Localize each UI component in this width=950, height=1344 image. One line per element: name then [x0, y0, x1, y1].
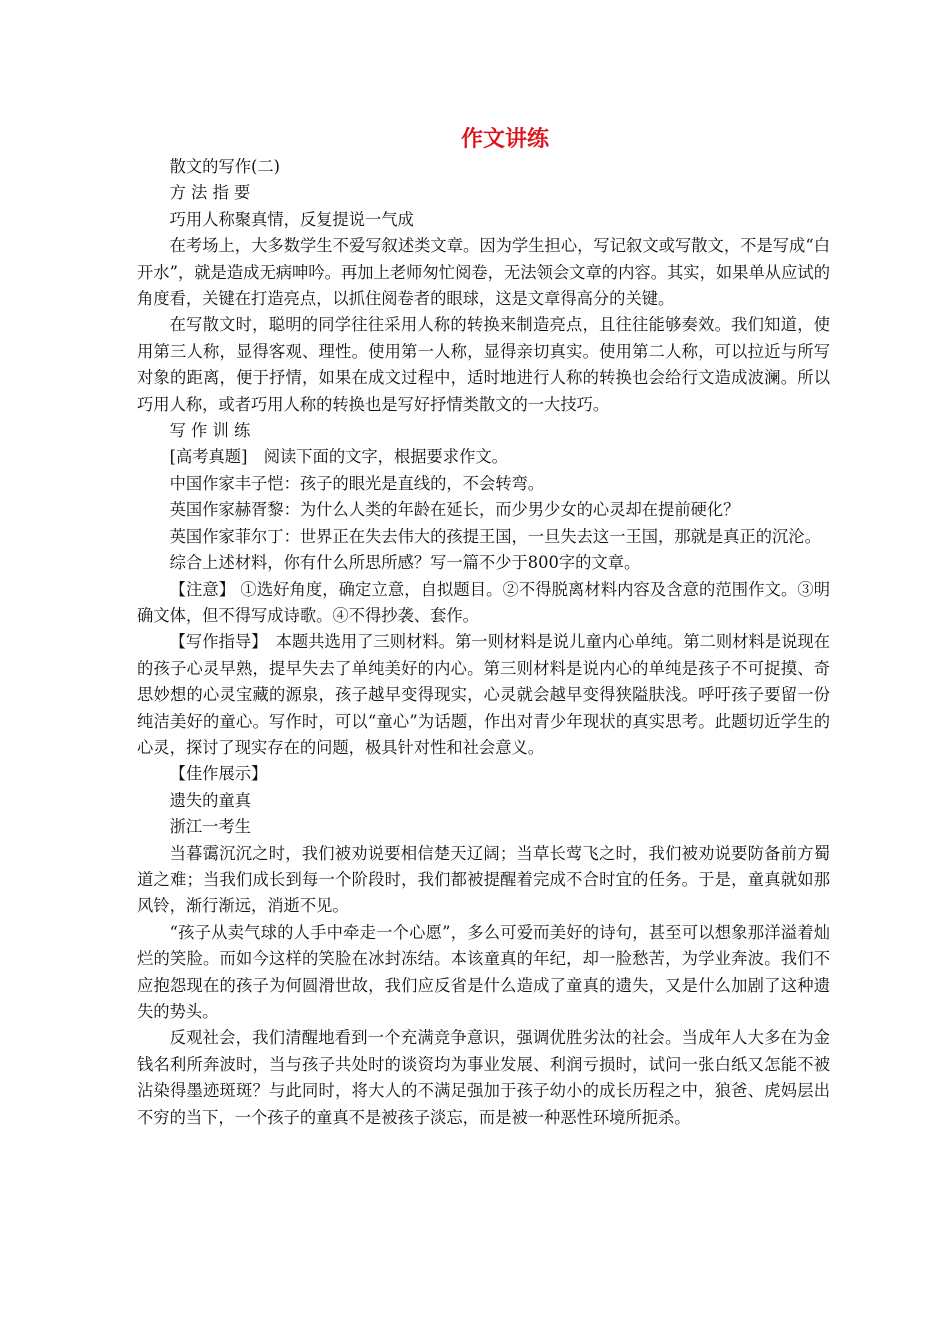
essay-title: 遗失的童真: [169, 790, 252, 810]
paragraph: 在考场上，大多数学生不爱写叙述类文章。因为学生担心，写记叙文或写散文，不是写成“白开水”，就是造成无病呻吟。再加上老师匆忙阅卷，无法领会文章的内容。其实，如果单从应试的角度看，关键在打造亮点，以抓住阅卷者的眼球，这是文章得高分的关键。: [137, 236, 830, 309]
page-title: 作文讲练: [460, 127, 549, 152]
subtitle: 散文的写作(二): [169, 157, 280, 176]
quote: 中国作家丰子恺：孩子的眼光是直线的，不会转弯。: [169, 473, 545, 493]
quote: 英国作家菲尔丁：世界正在失去伟大的孩提王国，一旦失去这一王国，那就是真正的沉沦。: [169, 526, 821, 546]
note: 【注意】 ①选好角度，确定立意，自拟题目。②不得脱离材料内容及含意的范围作文。③明确文体，但不得写成诗歌。④不得抄袭、套作。: [137, 579, 830, 625]
section-heading-training: 写 作 训 练: [169, 421, 251, 441]
paragraph: 反观社会，我们清醒地看到一个充满竞争意识，强调优胜劣汰的社会。当成年人大多在为金钱名利所奔波时，当与孩子共处时的谈资均为事业发展、利润亏损时，试问一张白纸又怎能不被沾染得墨迹斑斑？与此同时，将大人的不满足强加于孩子幼小的成长历程之中，狼爸、虎妈层出不穷的当下，一个孩子的童真不是被孩子淡忘，而是被一种恶性环境所扼杀。: [137, 1028, 830, 1127]
task: 综合上述材料，你有什么所思所感？写一篇不少于800字的文章。: [169, 553, 641, 573]
showcase-heading: 【佳作展示】: [169, 764, 268, 784]
document-body: [137, 154, 830, 1131]
exam-prompt: [高考真题] 阅读下面的文字，根据要求作文。: [169, 447, 508, 467]
paragraph: “孩子从卖气球的人手中牵走一个心愿”，多么可爱而美好的诗句，甚至可以想象那洋溢着灿烂的笑脸。而如今这样的笑脸在冰封冻结。本该童真的年纪，却一脸愁苦，为学业奔波。我们不应抱怨现在的孩子为何圆滑世故，我们应反省是什么造成了童真的遗失，又是什么加剧了这种遗失的势头。: [137, 922, 830, 1021]
method-heading: 巧用人称聚真情，反复提说一气成: [169, 209, 414, 229]
writing-guide: 【写作指导】 本题共选用了三则材料。第一则材料是说儿童内心单纯。第二则材料是说现在的孩子心灵早熟，提早失去了单纯美好的内心。第三则材料是说内心的单纯是孩子不可捉摸、奇思妙想的心灵宝藏的源泉，孩子越早变得现实，心灵就会越早变得狭隘肤浅。呼吁孩子要留一份纯洁美好的童心。写作时，可以“童心”为话题，作出对青少年现状的真实思考。此题切近学生的心灵，探讨了现实存在的问题，极具针对性和社会意义。: [137, 632, 830, 757]
essay-author: 浙江一考生: [169, 817, 252, 837]
paragraph: 在写散文时，聪明的同学往往采用人称的转换来制造亮点，且往往能够奏效。我们知道，使用第三人称，显得客观、理性。使用第一人称，显得亲切真实。使用第二人称，可以拉近与所写对象的距离，便于抒情，如果在成文过程中，适时地进行人称的转换也会给行文造成波澜。所以巧用人称，或者巧用人称的转换也是写好抒情类散文的一大技巧。: [137, 315, 830, 414]
paragraph: 当暮霭沉沉之时，我们被劝说要相信楚天辽阔；当草长莺飞之时，我们被劝说要防备前方蜀道之难；当我们成长到每一个阶段时，我们都被提醒着完成不合时宜的任务。于是，童真就如那风铃，渐行渐远，消逝不见。: [137, 843, 830, 916]
quote: 英国作家赫胥黎：为什么人类的年龄在延长，而少男少女的心灵却在提前硬化？: [169, 500, 740, 520]
section-heading-method: 方 法 指 要: [169, 183, 251, 203]
